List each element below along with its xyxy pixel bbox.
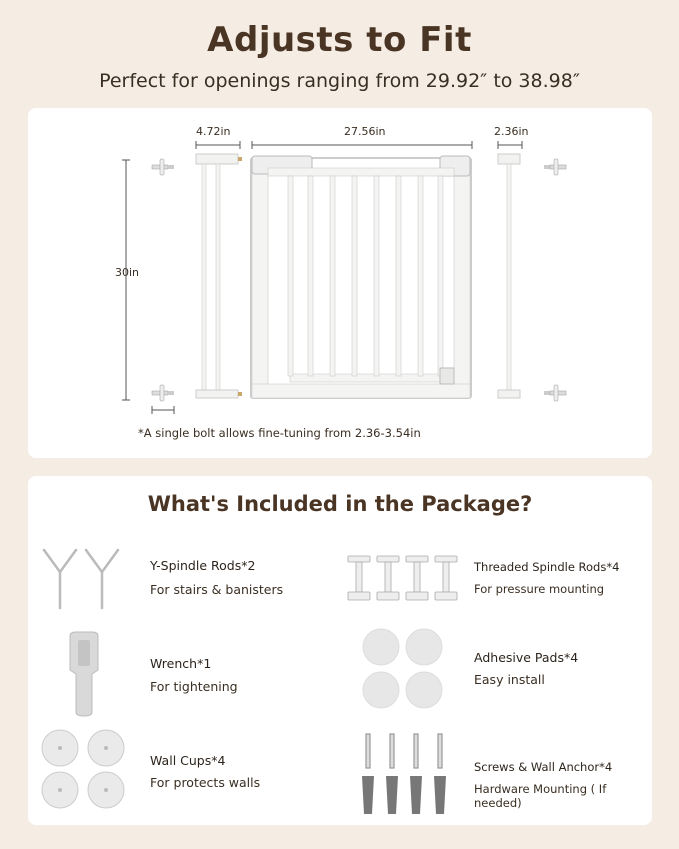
ext-small-width-label: 4.72in <box>196 125 231 138</box>
large-extension-panel <box>496 154 526 404</box>
bolt-icon <box>152 159 176 175</box>
package-title: What's Included in the Package? <box>147 492 533 516</box>
page-title: Adjusts to Fit <box>207 20 472 60</box>
item-name: Threaded Spindle Rods*4 <box>474 560 620 574</box>
small-extension-panel <box>194 154 244 404</box>
bolt-icon <box>152 385 176 401</box>
ext-large-width-label: 2.36in <box>494 125 529 138</box>
bolt-icon <box>544 385 568 401</box>
item-name: Wall Cups*4 <box>150 753 226 768</box>
bolt-icon <box>544 159 568 175</box>
item-desc: For protects walls <box>150 775 261 790</box>
gate-width-label: 27.56in <box>344 125 386 138</box>
package-card <box>28 476 652 825</box>
item-desc: Hardware Mounting ( If needed) <box>474 782 607 810</box>
y-spindle-rods-icon <box>42 548 122 610</box>
item-name: Adhesive Pads*4 <box>474 650 579 665</box>
baby-gate <box>250 154 474 400</box>
fine-tuning-note: *A single bolt allows fine-tuning from 2.36-3.54in <box>138 426 421 440</box>
page-subtitle: Perfect for openings ranging from 29.92″ to 38.98″ <box>99 70 580 92</box>
item-name: Screws & Wall Anchor*4 <box>474 760 613 774</box>
item-name: Wrench*1 <box>150 656 212 671</box>
height-label: 30in <box>115 266 140 279</box>
adhesive-pads-icon <box>362 628 444 710</box>
item-desc: For stairs & banisters <box>150 582 284 597</box>
item-desc: Easy install <box>474 672 545 687</box>
wall-cups-icon <box>40 730 130 810</box>
screws-anchors-icon <box>358 732 454 816</box>
dimensions-card <box>28 108 652 458</box>
wrench-icon <box>66 632 102 716</box>
item-desc: For pressure mounting <box>474 582 605 596</box>
item-name: Y-Spindle Rods*2 <box>150 558 256 573</box>
threaded-spindle-rods-icon <box>346 554 460 604</box>
item-desc: For tightening <box>150 679 238 694</box>
